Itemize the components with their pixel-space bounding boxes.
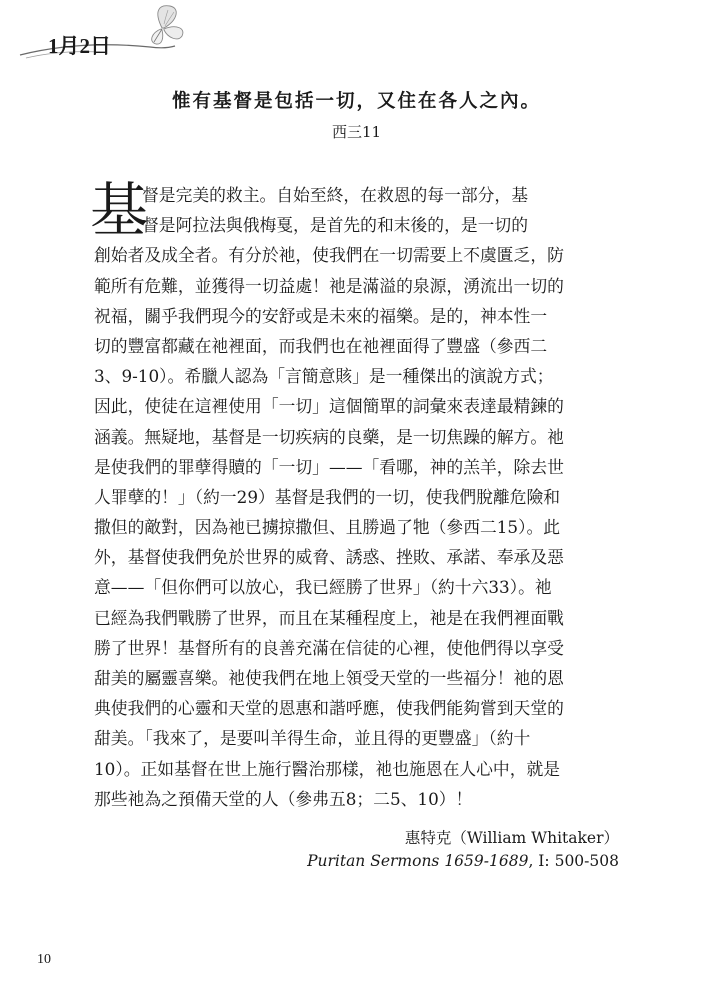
butterfly-icon	[140, 2, 190, 50]
paragraph-line: 切的豐富都藏在祂裡面，而我們也在祂裡面得了豐盛（參西二	[94, 335, 548, 356]
paragraph-line: 意——「但你們可以放心，我已經勝了世界」（約十六33）。祂	[94, 577, 552, 598]
paragraph-line: 典使我們的心靈和天堂的恩惠和諧呼應，使我們能夠嘗到天堂的	[94, 698, 564, 719]
author-credit: 惠特克（William Whitaker）	[404, 829, 619, 847]
verse-reference: 西三11	[331, 123, 382, 141]
source-title: Puritan Sermons 1659-1689	[307, 852, 529, 870]
source-citation	[307, 852, 619, 870]
paragraph-line: 勝了世界！基督所有的良善充滿在信徒的心裡，使他們得以享受	[94, 637, 564, 658]
paragraph-line: 10）。正如基督在世上施行醫治那樣，祂也施恩在人心中，就是	[94, 758, 561, 779]
date-heading: 1月2日	[48, 34, 111, 58]
paragraph-line: 因此，使徒在這裡使用「一切」這個簡單的詞彙來表達最精鍊的	[94, 396, 564, 417]
paragraph-line: 甜美的屬靈喜樂。祂使我們在地上領受天堂的一些福分！祂的恩	[94, 668, 564, 688]
page-number: 10	[37, 952, 51, 967]
paragraph-line: 撒但的敵對，因為祂已擄掠撒但、且勝過了牠（參西二15）。此	[94, 517, 561, 538]
key-verse: 惟有基督是包括一切，又住在各人之內。	[171, 91, 541, 112]
paragraph-line: 創始者及成全者。有分於祂，使我們在一切需要上不虞匱乏，防	[94, 245, 564, 266]
paragraph-line: 已經為我們戰勝了世界，而且在某種程度上，祂是在我們裡面戰	[94, 607, 564, 628]
paragraph-line: 人罪孽的！」（約一29）基督是我們的一切，使我們脫離危險和	[94, 486, 561, 507]
page-header	[0, 0, 713, 70]
paragraph-line: 督是完美的救主。自始至終，在救恩的每一部分，基	[142, 185, 528, 205]
paragraph-line: 祝福，關乎我們現今的安舒或是未來的福樂。是的，神本性一	[94, 305, 548, 326]
paragraph-line: 是使我們的罪孽得贖的「一切」——「看哪，神的羔羊，除去世	[94, 456, 564, 477]
paragraph-line: 督是阿拉法與俄梅戛，是首先的和末後的，是一切的	[142, 215, 528, 236]
drop-cap: 基	[90, 176, 149, 244]
paragraph-line: 甜美。「我來了，是要叫羊得生命，並且得的更豐盛」（約十	[94, 728, 531, 749]
paragraph-line: 外，基督使我們免於世界的威脅、誘惑、挫敗、承諾、奉承及惡	[94, 547, 564, 568]
devotional-body	[90, 176, 622, 814]
paragraph-line: 3、9-10）。希臘人認為「言簡意賅」是一種傑出的演說方式；	[94, 366, 554, 387]
paragraph-line: 涵義。無疑地，基督是一切疾病的良藥，是一切焦躁的解方。祂	[94, 426, 564, 447]
source-detail: , I: 500-508	[528, 852, 619, 870]
paragraph-line: 範所有危難，並獲得一切益處！祂是滿溢的泉源，湧流出一切的	[94, 275, 564, 296]
paragraph-line: 那些祂為之預備天堂的人（參弗五8；二5、10）！	[94, 788, 473, 809]
